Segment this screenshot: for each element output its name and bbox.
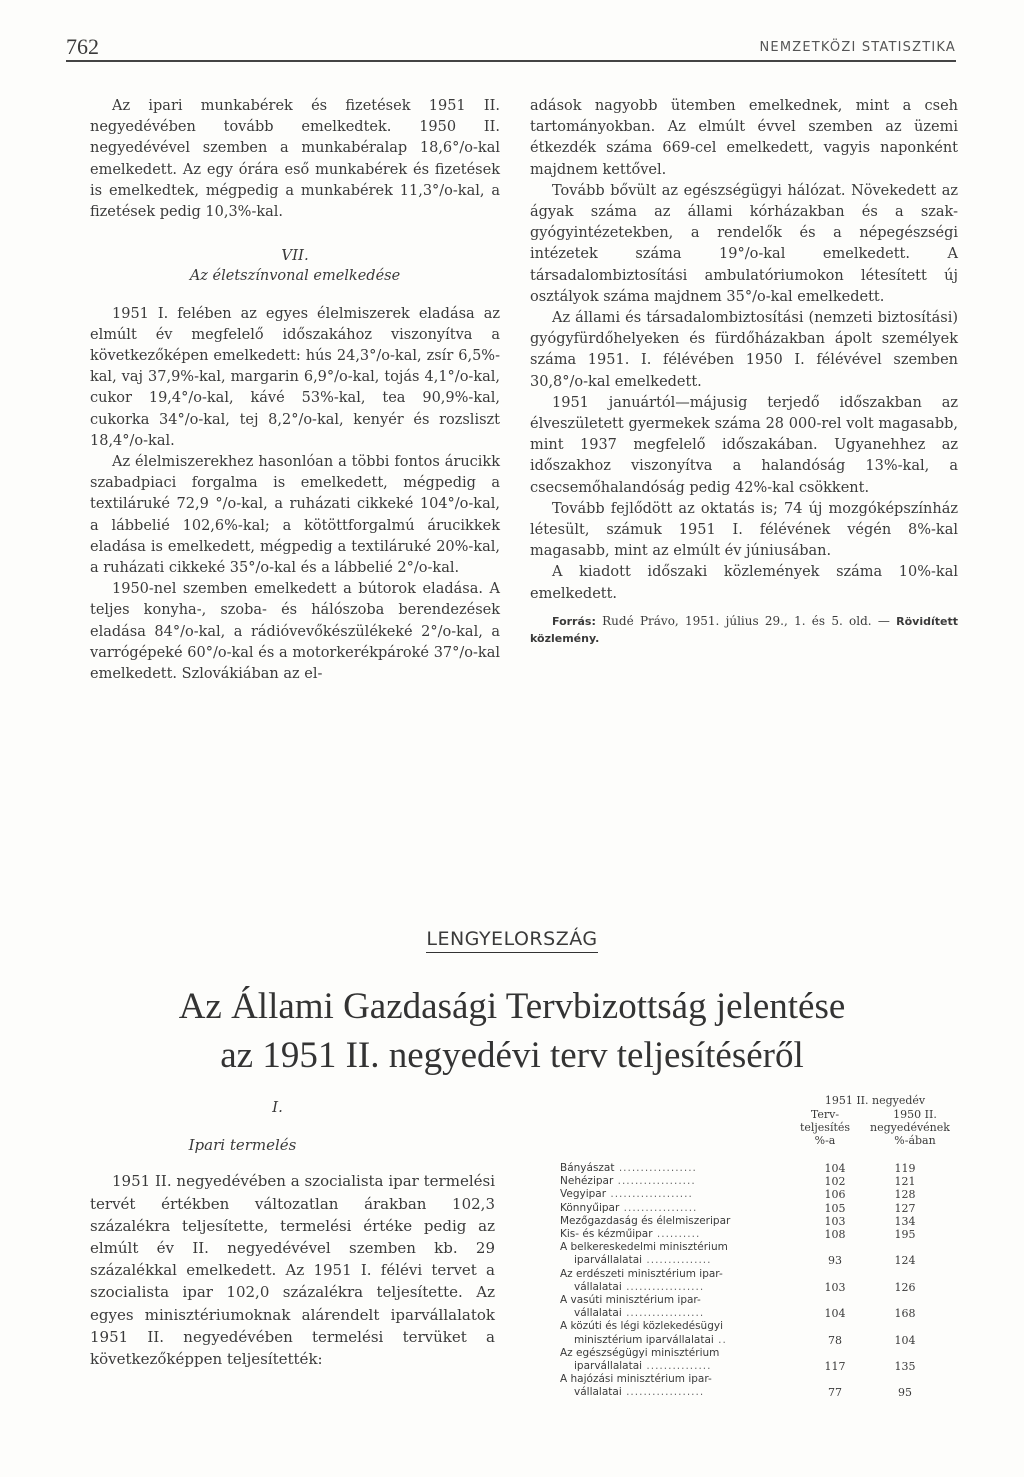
table-row [560,1320,960,1346]
row-label-line-2 [560,1307,805,1320]
row-label [560,1188,805,1201]
paragraph: 1951 II. negyedévében a szocialista ipar termelési tervét értékben változatlan árakban 102,3 százalékra teljesítette, termelési értéke pedig az elmúlt év II. negyedévével szemben kb. 29 százalékkal emelkedett. Az 1951 I. félévi tervet a szocialista ipar 102,0 százalékra teljesítette. Az egyes minisztériumoknak alárendelt iparvállalatok 1951 II. negyedévében termelési tervüket a következőképpen teljesítették: [90,1172,495,1369]
paragraph: Az ipari munkabérek és fizetések 1951 II. negyedévében tovább emelkedtek. 1950 II. negyedévével szemben a munkabéralap 18,6°/o-kal emelkedett. Az egy órára eső munkabérek és fizetések is emelkedtek, mégpedig a munkabérek 11,3°/o-kal, a fizetések pedig 10,3%-kal. [90,98,500,221]
leader-dots: .................. [621,1307,705,1320]
running-title: NEMZETKÖZI STATISZTIKA [759,40,956,55]
section-title: Az életszínvonal emelkedése [189,268,401,285]
leader-dots: .......... [652,1228,701,1241]
row-label-line-1: Az erdészeti minisztérium ipar- [560,1267,723,1280]
row-label [560,1268,805,1294]
paragraph: A kiadott időszaki közlemények száma 10%-kal emelkedett. [530,564,958,602]
row-label [560,1215,805,1228]
row-label-text: vállalatai [574,1280,622,1293]
previous-year-ratio-value: 135 [894,1360,916,1374]
previous-year-ratio-value: 119 [894,1162,916,1175]
plan-fulfilment-value: 102 [824,1175,846,1189]
row-label-line-2 [560,1254,805,1267]
leader-dots: ................... [606,1188,693,1201]
source-text: Rudé Právo, 1951. július 29., 1. és 5. old. — [602,613,890,628]
page-number: 762 [66,34,99,59]
row-label-text: Könnyűipar [560,1201,620,1214]
col2-header-1: 1950 II. [893,1108,937,1121]
row-label-text: vállalatai [574,1386,622,1399]
header-rule [66,60,956,62]
table-row [560,1268,960,1294]
table-row [560,1188,960,1201]
country-heading-text: LENGYELORSZÁG [426,928,597,953]
report-title-line-2: az 1951 II. negyedévi terv teljesítéséről [220,1035,804,1076]
col1-header-3: %-a [814,1134,836,1147]
table-body [560,1162,960,1400]
previous-year-ratio-value: 168 [894,1307,916,1321]
plan-fulfilment-value: 117 [824,1360,846,1374]
row-label [560,1320,805,1346]
paragraph: 1950-nel szemben emelkedett a bútorok eladása. A teljes konyha-, szoba- és hálószoba berendezések eladása 84°/o-kal, a rádióvevőkészülékeké 2°/o-kal, a varrógépeké 60°/o-kal és a motorkerékpároké 37°/o-kal emelkedett. Szlovákiában az el- [90,581,500,683]
paragraph: Az élelmiszerekhez hasonlóan a többi fontos árucikk szabadpiaci forgalma is emelkedett, mégpedig a textiláruké 72,9 °/o-kal, a ruházati cikkeké 104°/o-kal, a lábbelié 102,6%-kal; a kötöttforgalmú árucikkek eladása is emelkedett, mégpedig a textiláruké 20%-kal, a ruházati cikkeké 35°/o-kal és a lábbelié 2°/o-kal. [90,454,500,577]
previous-year-ratio-value: 104 [894,1333,916,1347]
row-label [560,1228,805,1241]
leader-dots: .................. [613,1175,696,1188]
left-column-top [90,96,500,685]
row-label [560,1241,805,1267]
row-label-text: vállalatai [574,1307,622,1320]
country-heading [0,928,1024,950]
paragraph: adások nagyobb ütemben emelkednek, mint a cseh tartományokban. Az elmúlt évvel szemben az üzemi étkezdék száma 669-cel emelkedett, vagyis naponként majdnem kettővel. [530,98,958,178]
table-row [560,1202,960,1215]
plan-fulfilment-value: 108 [824,1228,846,1242]
leader-dots: ................. [619,1201,698,1214]
paragraph: 1951 januártól—májusig terjedő időszakban az élveszületett gyermekek száma 28 000-rel volt magasabb, mint 1937 megfelelő időszakában. Ugyanehhez az időszakhoz viszonyítva a halandóság 13%-kal, a csecsemőhalandóság pedig 42%-kal csökkent. [530,394,958,496]
previous-year-ratio-value: 128 [894,1188,916,1202]
production-table [560,1094,960,1400]
header-group: 1951 II. negyedév [824,1094,926,1107]
row-label-line-2 [560,1360,805,1373]
col2-header-3: %-ában [894,1134,936,1147]
leader-dots: .................. [621,1386,705,1399]
source-abbrev-note: Rövidített közlemény. [530,614,958,645]
paragraph: Tovább bővült az egészségügyi hálózat. Növekedett az ágyak száma az állami kórházakban és a szak-gyógyintézetekben, a rendelők és a népegészségi intézetek száma 19°/o-kal emelkedett. A társadalombiztosítási ambulatóriumokon létesített új osztályok száma majdnem 35°/o-kal emelkedett. [530,182,958,305]
source-note [530,613,958,647]
table-row [560,1215,960,1228]
previous-year-ratio-value: 126 [894,1280,916,1294]
table-row [560,1162,960,1175]
row-label-text: Kis- és kézműipar [560,1228,653,1241]
row-label-line-2 [560,1386,805,1399]
section-number: VII. [281,246,309,265]
right-column-top [530,96,958,647]
row-label-text: Mezőgazdaság és élelmiszeripar [560,1214,731,1227]
row-label [560,1347,805,1373]
table-row [560,1175,960,1188]
report-title [0,982,1024,1080]
col2-header-2: negyedévének [870,1121,950,1134]
previous-year-ratio-value: 95 [898,1386,912,1400]
table-row [560,1347,960,1373]
plan-fulfilment-value: 78 [828,1333,842,1347]
section-title: Ipari termelés [188,1136,297,1155]
previous-year-ratio-value: 124 [894,1254,916,1268]
row-label-line-1: A belkereskedelmi minisztérium [560,1241,728,1254]
row-label [560,1202,805,1215]
paragraph: Tovább fejlődött az oktatás is; 74 új mozgóképszínház létesült, számuk 1951 I. félévének végén 8%-kal magasabb, mint az elmúlt év júniusában. [530,500,958,560]
row-label-text: Vegyipar [560,1188,607,1201]
previous-year-ratio-value: 134 [894,1214,916,1228]
table-row [560,1373,960,1399]
leader-dots: .................. [621,1280,705,1293]
leader-dots: .. [713,1333,727,1346]
col1-header-1: Terv- [810,1108,840,1121]
row-label-line-1: A hajózási minisztérium ipar- [560,1373,712,1386]
paragraph: 1951 I. felében az egyes élelmiszerek eladása az elmúlt év megfelelő időszakához viszonyítva a következőképen emelkedett: hús 24,3°/o-kal, zsír 6,5%-kal, vaj 37,9%-kal, margarin 6,9°/o-kal, tojás 4,1°/o-kal, cukor 19,4°/o-kal, kávé 53%-kal, tea 90,9%-kal, cukorka 34°/o-kal, tej 8,2°/o-kal, kenyér és rozsliszt 18,4°/o-kal. [90,305,500,449]
plan-fulfilment-value: 104 [824,1162,846,1175]
plan-fulfilment-value: 106 [824,1188,846,1202]
section-number: I. [272,1098,283,1116]
plan-fulfilment-value: 93 [828,1254,842,1268]
left-column-bottom [90,1096,495,1370]
paragraph: Az állami és társadalombiztosítási (nemzeti biztosítási) gyógyfürdőhelyeken és fürdőházakban ápolt személyek száma 1951. I. félévében 1950 I. félévével szemben 30,8°/o-kal emelkedett. [530,310,958,390]
plan-fulfilment-value: 103 [824,1280,846,1294]
previous-year-ratio-value: 121 [894,1175,916,1189]
table-row [560,1294,960,1320]
row-label [560,1294,805,1320]
row-label [560,1373,805,1399]
row-label-line-2 [560,1334,805,1347]
row-label-text: iparvállalatai [574,1360,643,1373]
row-label-text: minisztérium iparvállalatai [574,1333,714,1346]
report-title-line-1: Az Állami Gazdasági Tervbizottság jelentése [178,986,846,1027]
previous-year-ratio-value: 195 [894,1228,916,1242]
plan-fulfilment-value: 105 [824,1201,846,1215]
row-label-line-1: A vasúti minisztérium ipar- [560,1294,701,1307]
row-label [560,1162,805,1175]
plan-fulfilment-value: 103 [824,1214,846,1228]
source-label: Forrás: [552,614,596,628]
row-label-text: iparvállalatai [574,1254,643,1267]
plan-fulfilment-value: 104 [824,1307,846,1321]
row-label-line-1: A közúti és légi közlekedésügyi [560,1320,723,1333]
row-label-text: Bányászat [560,1162,615,1174]
plan-fulfilment-value: 77 [828,1386,842,1400]
row-label-text: Nehézipar [560,1175,614,1188]
col1-header-2: teljesítés [799,1121,851,1134]
row-label-line-1: Az egészségügyi minisztérium [560,1346,720,1359]
leader-dots: ............... [642,1254,712,1267]
table-row [560,1241,960,1267]
leader-dots: .................. [614,1162,697,1174]
previous-year-ratio-value: 127 [894,1201,916,1215]
row-label [560,1175,805,1188]
table-header [560,1094,960,1162]
leader-dots: ............... [642,1360,712,1373]
row-label-line-2 [560,1281,805,1294]
table-row [560,1228,960,1241]
